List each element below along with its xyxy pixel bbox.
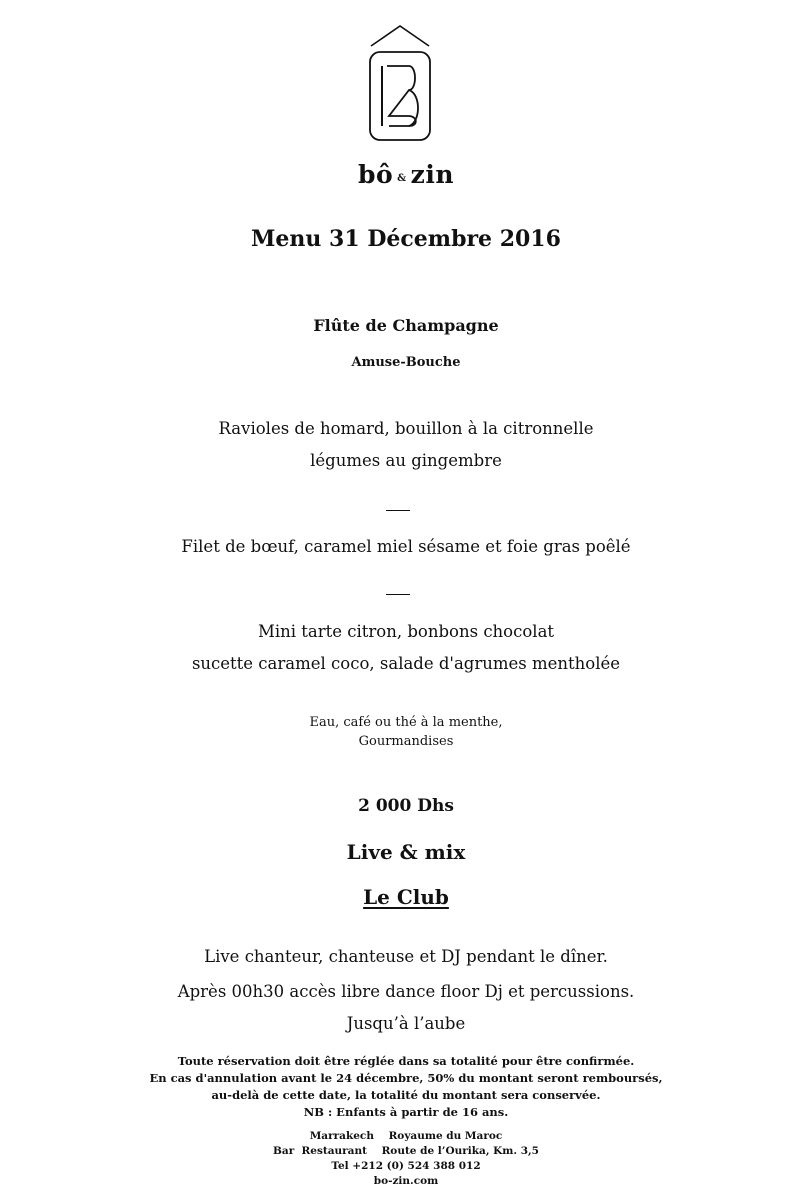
starter-line-1: Ravioles de homard, bouillon à la citronnelle	[218, 419, 594, 438]
dessert-line-1: Mini tarte citron, bonbons chocolat	[257, 622, 555, 641]
address-line-1: Marrakech Royaume du Maroc	[309, 1130, 503, 1142]
amuse-bouche: Amuse-Bouche	[351, 355, 461, 370]
course-separator	[386, 594, 410, 595]
menu-price: 2 000 Dhs	[358, 796, 454, 816]
starter-line-2: légumes au gingembre	[310, 451, 502, 470]
condition-line-3: au-delà de cette date, la totalité du montant sera conservée.	[211, 1088, 601, 1102]
main-course-line-1: Filet de bœuf, caramel miel sésame et foie gras poêlé	[181, 537, 631, 556]
brand-ampersand: &	[397, 173, 407, 184]
brand-name-left: bô	[357, 160, 394, 189]
condition-line-2: En cas d'annulation avant le 24 décembre, 50% du montant seront remboursés,	[149, 1071, 663, 1085]
welcome-drink: Flûte de Champagne	[313, 316, 499, 335]
drinks-line-1: Eau, café ou thé à la menthe,	[309, 715, 503, 730]
brand-name-right: zin	[410, 160, 455, 189]
condition-line-4: NB : Enfants à partir de 16 ans.	[303, 1105, 509, 1119]
condition-line-1: Toute réservation doit être réglée dans sa totalité pour être confirmée.	[177, 1054, 635, 1068]
website-url: bo-zin.com	[373, 1175, 439, 1187]
live-mix-heading: Live & mix	[346, 840, 466, 864]
address-line-2: Bar Restaurant Route de l’Ourika, Km. 3,5	[273, 1145, 539, 1157]
entertainment-line-2: Après 00h30 accès libre dance floor Dj et percussions.	[177, 982, 635, 1001]
phone-number: Tel +212 (0) 524 388 012	[331, 1160, 481, 1172]
bo-zin-logo-icon	[365, 22, 435, 146]
menu-title: Menu 31 Décembre 2016	[251, 226, 561, 252]
club-heading: Le Club	[363, 885, 449, 909]
brand-name	[0, 160, 812, 189]
drinks-line-2: Gourmandises	[358, 734, 454, 749]
dessert-line-2: sucette caramel coco, salade d'agrumes mentholée	[191, 654, 621, 673]
course-separator	[386, 510, 410, 511]
entertainment-line-1: Live chanteur, chanteuse et DJ pendant le dîner.	[204, 947, 608, 966]
entertainment-line-3: Jusqu’à l’aube	[346, 1014, 466, 1033]
